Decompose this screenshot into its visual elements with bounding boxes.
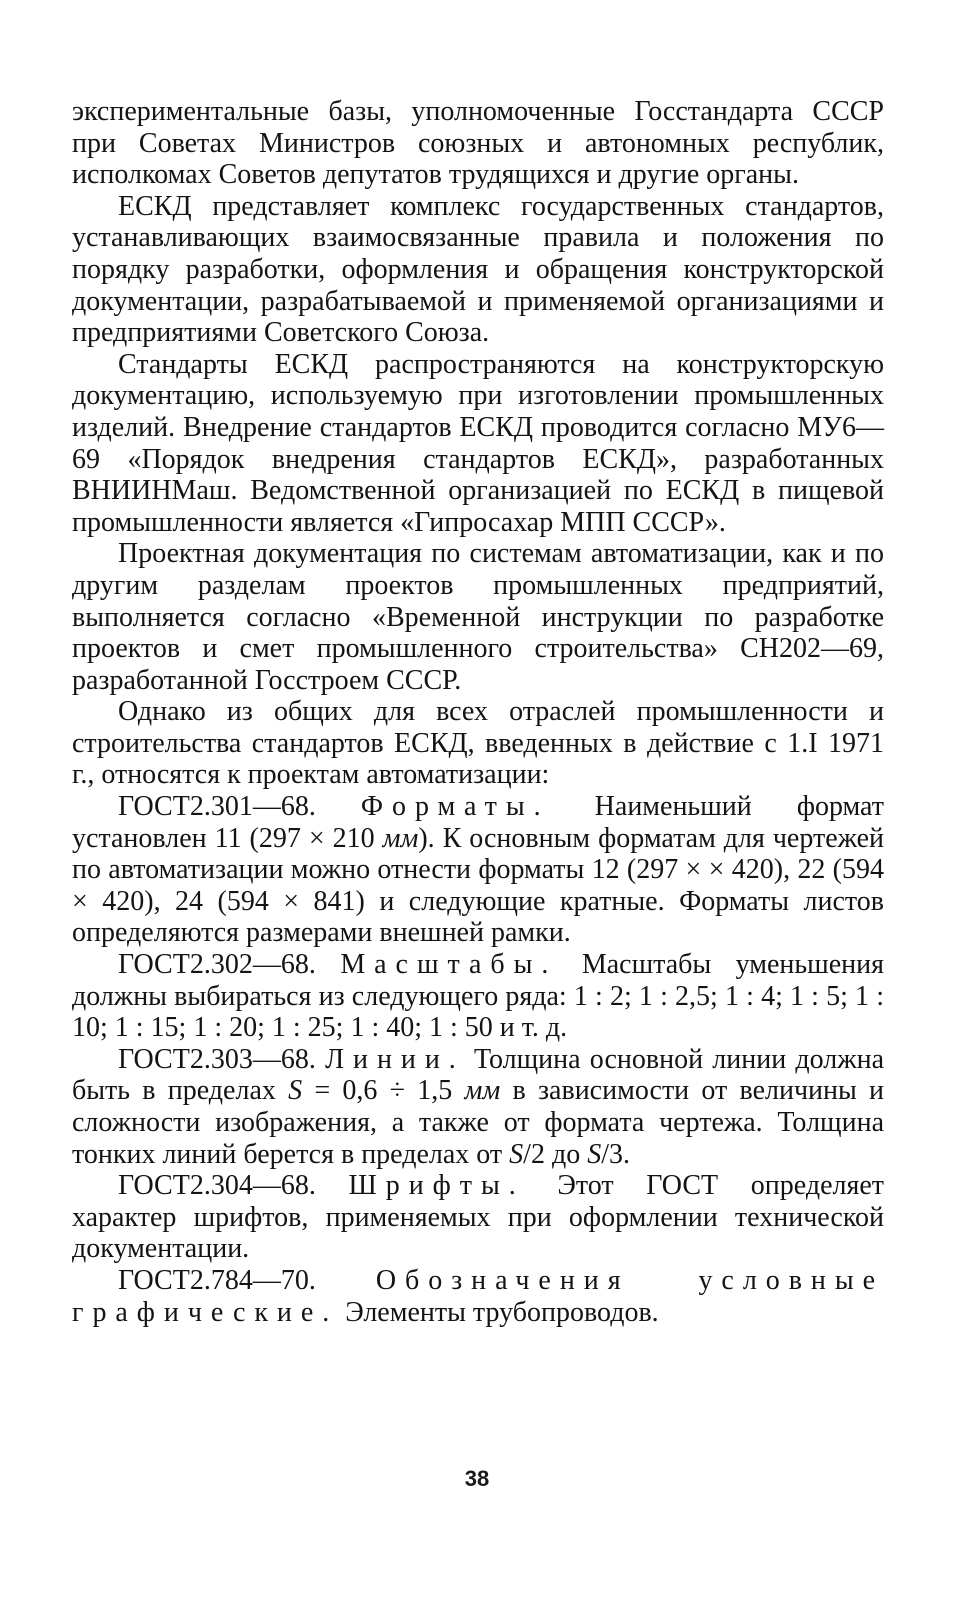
standard-code: ГОСТ2.302—68. bbox=[118, 949, 316, 981]
standard-title: Линии. bbox=[325, 1043, 465, 1075]
paragraph-eskd-scope: Стандарты ЕСКД распространяются на конструкторскую документацию, используемую при изготовлении промышленных изделий. Внедрение стандартов ЕСКД проводится согласно МУ6—69 «Порядок внедрения стандартов ЕСКД», разработанных ВНИИНМаш. Ведомственной организацией по ЕСКД в пищевой промышленности является «Гипросахар МПП СССР». bbox=[72, 348, 884, 538]
standard-graphic-symbols bbox=[72, 1265, 884, 1328]
standard-code: ГОСТ2.301—68. bbox=[118, 791, 316, 823]
standard-text: = 0,6 ÷ 1,5 bbox=[314, 1075, 453, 1107]
standard-text: Наименьший формат установлен 11 (297 × 210 bbox=[72, 791, 884, 854]
symbol-s: S bbox=[288, 1075, 303, 1107]
standard-title: Обозначения условные графические. bbox=[72, 1264, 884, 1328]
standard-code: ГОСТ2.784—70. bbox=[118, 1264, 316, 1296]
standard-code: ГОСТ2.304—68. bbox=[118, 1170, 316, 1202]
standard-text: в зависимости от величины и сложности изображения, а также от формата чертежа. Толщина тонких линий берется в пределах от bbox=[72, 1075, 885, 1170]
unit-mm: мм bbox=[382, 822, 419, 854]
standard-text: ). К основным форматам для чертежей по автоматизации можно отнести форматы 12 (297 × × 420), 22 (594 × 420), 24 (594 × 841) и следующие кратные. Форматы листов определяются размерами внешней рамки. bbox=[72, 822, 885, 949]
standard-lines bbox=[72, 1044, 884, 1170]
standard-scales bbox=[72, 949, 884, 1044]
standard-title: Форматы. bbox=[360, 791, 550, 823]
page-number: 38 bbox=[464, 1466, 490, 1491]
paragraph-standards-intro: Однако из общих для всех отраслей промышленности и строительства стандартов ЕСКД, введенных в действие с 1.I 1971 г., относятся к проектам автоматизации: bbox=[72, 696, 884, 791]
standard-formats bbox=[72, 791, 884, 949]
standard-text: Масштабы уменьшения должны выбираться из следующего ряда: 1 : 2; 1 : 2,5; 1 : 4; 1 : 5; 1 : 10; 1 : 15; 1 : 20; 1 : 25; 1 : 40; 1 : 50 и т. д. bbox=[72, 949, 885, 1044]
standard-text: /3. bbox=[601, 1138, 630, 1170]
paragraph-intro-continuation: экспериментальные базы, уполномоченные Госстандарта СССР при Советах Министров союзных и автономных республик, исполкомах Советов депутатов трудящихся и другие органы. bbox=[72, 96, 884, 191]
symbol-s: S bbox=[509, 1138, 524, 1170]
standard-fonts bbox=[72, 1170, 884, 1265]
standard-text: Толщина основной линии должна быть в пределах bbox=[72, 1043, 885, 1107]
standard-code: ГОСТ2.303—68. bbox=[118, 1043, 316, 1075]
standard-text: /2 до bbox=[523, 1138, 581, 1170]
standard-title: Масштабы. bbox=[340, 949, 558, 981]
standard-text: Элементы трубопроводов. bbox=[345, 1296, 659, 1328]
unit-mm: мм bbox=[464, 1075, 501, 1107]
symbol-s: S bbox=[587, 1138, 602, 1170]
standard-title: Шрифты. bbox=[348, 1170, 525, 1202]
paragraph-project-documentation: Проектная документация по системам автоматизации, как и по другим разделам проектов промышленных предприятий, выполняется согласно «Временной инструкции по разработке проектов и смет промышленного строительства» СН202—69, разработанной Госстроем СССР. bbox=[72, 538, 884, 696]
standard-text: Этот ГОСТ определяет характер шрифтов, применяемых при оформлении технической документации. bbox=[72, 1170, 885, 1265]
page-text bbox=[72, 96, 884, 1328]
paragraph-eskd-definition: ЕСКД представляет комплекс государственных стандартов, устанавливающих взаимосвязанные правила и положения по порядку разработки, оформления и обращения конструкторской документации, разрабатываемой и применяемой организациями и предприятиями Советского Союза. bbox=[72, 190, 884, 349]
